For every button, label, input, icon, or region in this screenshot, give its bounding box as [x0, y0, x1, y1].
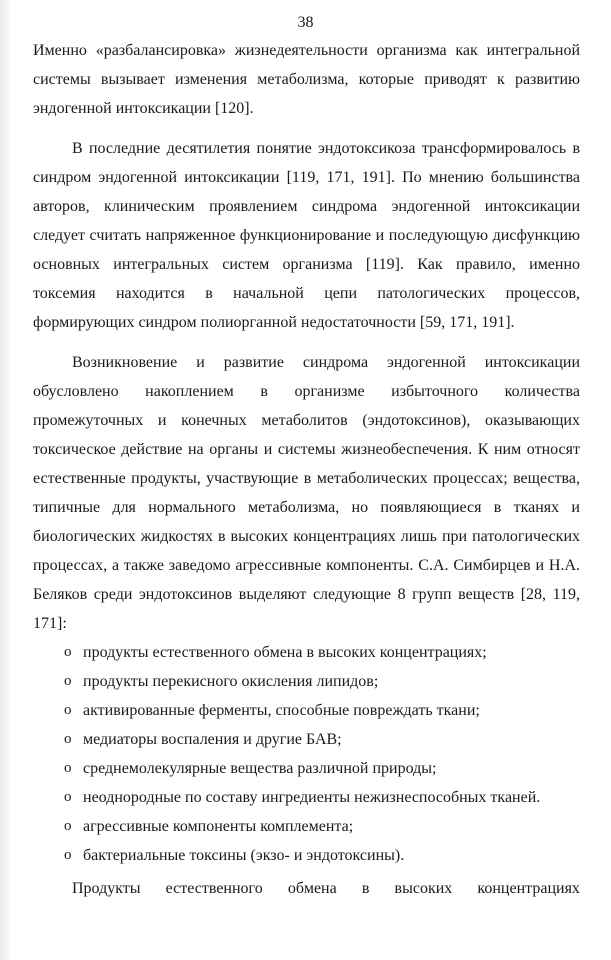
bullet-circle-icon: o [64, 731, 72, 747]
bullet-circle-icon: o [64, 847, 72, 863]
bullet-circle-icon: o [64, 644, 72, 660]
bullet-circle-icon: o [64, 789, 72, 805]
paragraph-1: Именно «разбалансировка» жизнедеятельности организма как интегральной системы вызывает изменения метаболизма, которые приводят к развитию эндогенной интоксикации [120]. [33, 42, 580, 117]
bullet-circle-icon: o [64, 702, 72, 718]
endotoxin-groups-list [33, 638, 580, 870]
list-item: o продукты перекисного окисления липидов; [33, 667, 580, 696]
bullet-circle-icon: o [64, 760, 72, 776]
list-item: o медиаторы воспаления и другие БАВ; [33, 725, 580, 754]
paragraph-3: Возникновение и развитие синдрома эндогенной интоксикации обусловлено накоплением в организме избыточного количества промежуточных и конечных метаболитов (эндотоксинов), оказывающих токсическое действие на органы и системы жизнеобеспечения. К ним относят естественные продукты, участвующие в метаболических процессах; вещества, типичные для нормального метаболизма, но появляющиеся в тканях и биологических жидкостях в высоких концентрациях лишь при патологических процессах, а также заведомо агрессивные компоненты. С.А. Симбирцев и Н.А. Беляков среди эндотоксинов выделяют следующие 8 групп веществ [28, 119, 171]: [33, 354, 580, 632]
bullet-circle-icon: o [64, 818, 72, 834]
list-item: o бактериальные токсины (экзо- и эндотоксины). [33, 841, 580, 870]
scan-edge-shadow [0, 0, 12, 960]
page-number: 38 [297, 14, 314, 31]
paragraph-2: В последние десятилетия понятие эндотоксикоза трансформировалось в синдром эндогенной интоксикации [119, 171, 191]. По мнению большинства авторов, клиническим проявлением синдрома эндогенной интоксикации следует считать напряженное функционирование и последующую дисфункцию основных интегральных систем организма [119]. Как правило, именно токсемия находится в начальной цепи патологических процессов, формирующих синдром полиорганной недостаточности [59, 171, 191]. [33, 140, 580, 331]
list-item: o среднемолекулярные вещества различной природы; [33, 754, 580, 783]
document-body [33, 36, 580, 903]
list-item: o продукты естественного обмена в высоких концентрациях; [33, 638, 580, 667]
list-item: o активированные ферменты, способные повреждать ткани; [33, 696, 580, 725]
list-item: o агрессивные компоненты комплемента; [33, 812, 580, 841]
paragraph-4-first-line: Продукты естественного обмена в высоких концентрациях [72, 880, 580, 897]
list-item: o неоднородные по составу ингредиенты нежизнеспособных тканей. [33, 783, 580, 812]
bullet-circle-icon: o [64, 673, 72, 689]
